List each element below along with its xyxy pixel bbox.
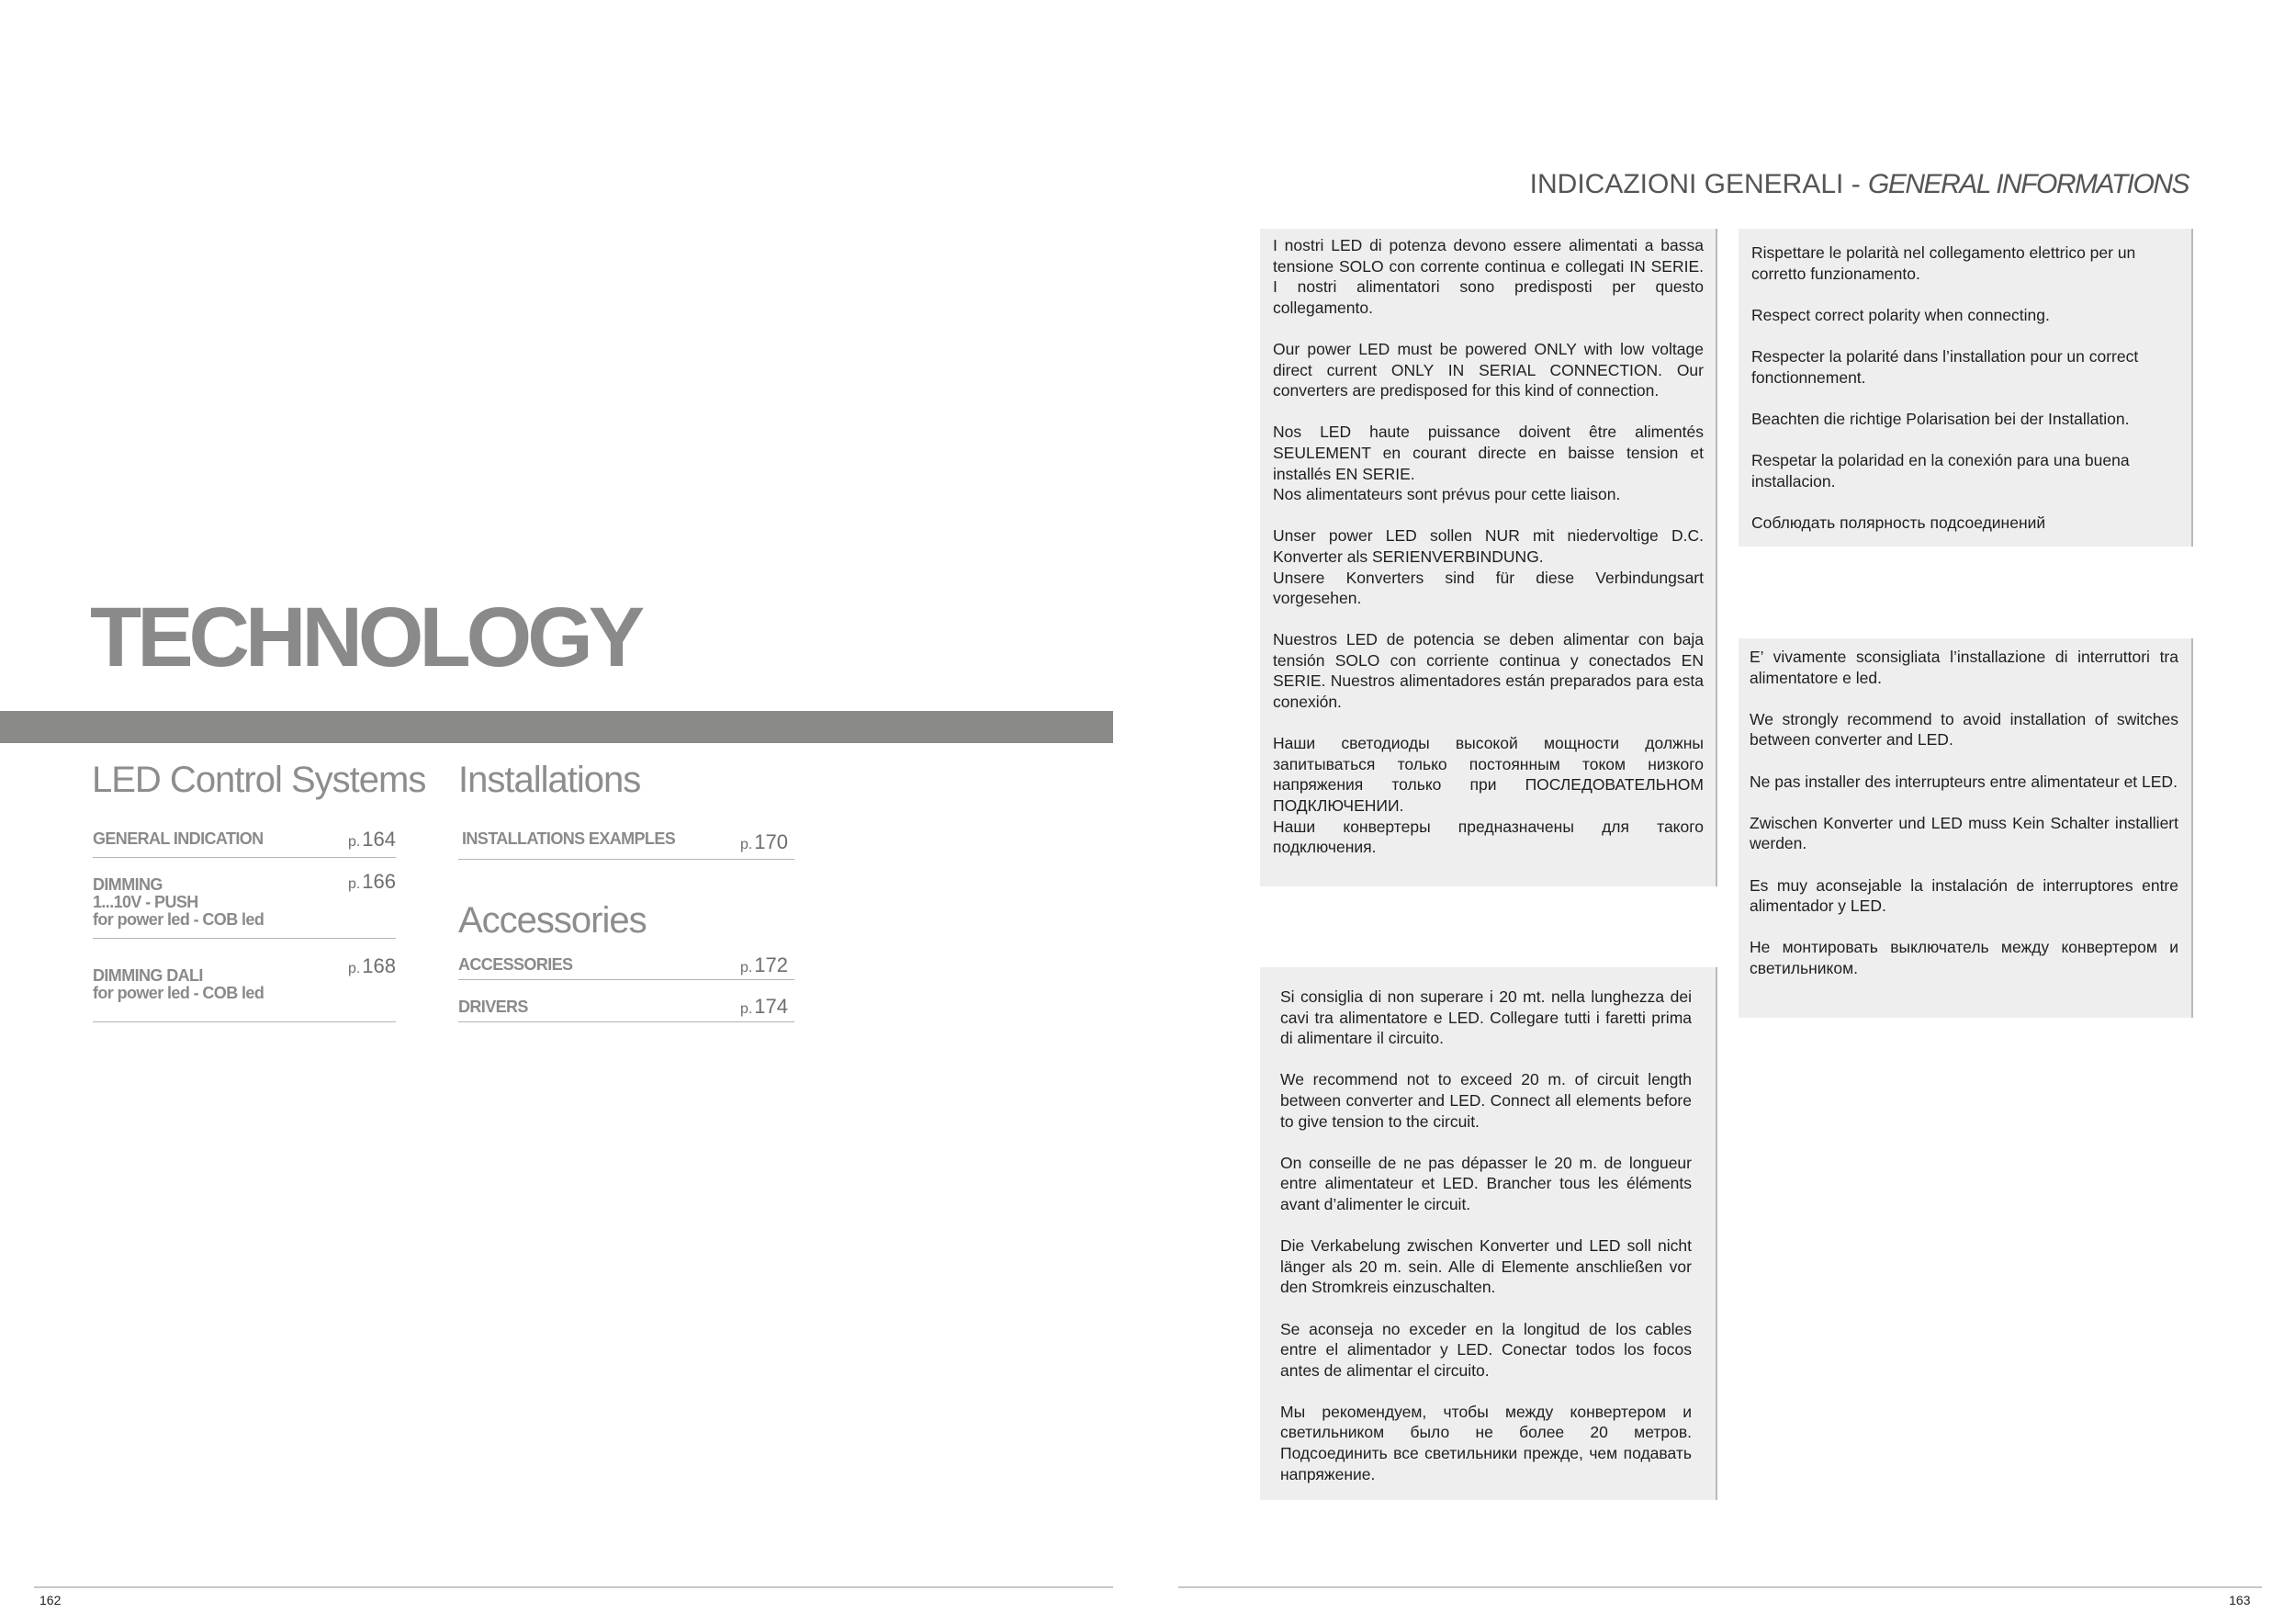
- toc-label: DIMMING DALI for power led - COB led: [93, 966, 264, 1002]
- toc-page-ref: p.174: [739, 995, 788, 1018]
- toc-item-accessories[interactable]: [458, 953, 794, 980]
- toc-item-dimming[interactable]: [93, 871, 396, 939]
- toc-page-ref: p.164: [347, 828, 396, 851]
- series-text-es: Nuestros LED de potencia se deben alimentar con baja tensión SOLO con corriente continua y conectados EN SERIE. Nuestros alimentadores están preparados para esta conexión.: [1273, 630, 1704, 712]
- page-number-right: 163: [2229, 1593, 2251, 1607]
- toc-page-ref: p.172: [739, 953, 788, 976]
- toc-label: DIMMING 1...10V - PUSH for power led - COB led: [93, 875, 264, 929]
- toc-page-ref: p.168: [347, 954, 396, 977]
- toc-item-dimming-dali[interactable]: [93, 953, 396, 1022]
- series-text-de: Unser power LED sollen NUR mit niedervoltige D.C. Konverter als SERIENVERBINDUNG. Unsere Konverters sind für diese Verbindungsart vorgesehen.: [1273, 526, 1704, 608]
- polarity-text-fr: Respecter la polarité dans l’installation pour un correct fonctionnement.: [1751, 346, 2139, 387]
- toc-label: ACCESSORIES: [458, 955, 573, 974]
- general-info-title: INDICAZIONI GENERALI - GENERAL INFORMATIONS: [1529, 169, 2189, 199]
- switches-text-es: Es muy aconsejable la instalación de interruptores entre alimentador y LED.: [1750, 875, 2178, 916]
- polarity-text-en: Respect correct polarity when connecting.: [1751, 305, 2050, 324]
- info-box-polarity: [1739, 229, 2193, 547]
- length-text-es: Se aconseja no exceder en la longitud de los cables entre el alimentador y LED. Conectar todos los focos antes de alimentar el circuito.: [1280, 1319, 1692, 1380]
- series-text-it: I nostri LED di potenza devono essere alimentati a bassa tensione SOLO con corrente continua e collegati IN SERIE. I nostri alimentatori sono predisposti per questo collegamento.: [1273, 236, 1704, 317]
- switches-text-fr: Ne pas installer des interrupteurs entre alimentateur et LED.: [1750, 772, 2178, 791]
- length-text-de: Die Verkabelung zwischen Konverter und LED soll nicht länger als 20 m. sein. Alle di Elemente anschließen vor den Stromkreis einzuschalten.: [1280, 1236, 1692, 1297]
- footer-line-right: [1178, 1586, 2262, 1588]
- technology-title: TECHNOLOGY: [90, 591, 641, 684]
- series-text-ru: Наши светодиоды высокой мощности должны запитываться только постоянным током низкого напряжения только при ПОСЛЕДОВАТЕЛЬНОМ ПОДКЛЮЧЕНИИ. Наши конвертеры предназначены для такого подключения.: [1273, 734, 1704, 857]
- switches-text-de: Zwischen Konverter und LED muss Kein Schalter installiert werden.: [1750, 813, 2178, 853]
- length-text-en: We recommend not to exceed 20 m. of circuit length between converter and LED. Connect all elements before to give tension to the circuit.: [1280, 1070, 1692, 1131]
- series-text-en: Our power LED must be powered ONLY with low voltage direct current ONLY IN SERIAL CONNECTION. Our converters are predisposed for this kind of connection.: [1273, 339, 1704, 400]
- led-control-systems-heading: LED Control Systems: [92, 760, 426, 800]
- polarity-text-de: Beachten die richtige Polarisation bei der Installation.: [1751, 409, 2130, 428]
- info-box-series-connection: [1260, 229, 1717, 886]
- polarity-text-es: Respetar la polaridad en la conexión para una buena installacion.: [1751, 450, 2130, 491]
- section-divider-bar: [0, 711, 1113, 743]
- installations-heading: Installations: [458, 760, 641, 800]
- toc-item-general-indication[interactable]: [93, 827, 396, 858]
- polarity-text-ru: Соблюдать полярность подсоединений: [1751, 513, 2046, 532]
- info-box-cable-length: [1260, 967, 1717, 1500]
- length-text-it: Si consiglia di non superare i 20 mt. nella lunghezza dei cavi tra alimentatore e LED. Collegare tutti i faretti prima di alimentare il circuito.: [1280, 987, 1692, 1048]
- toc-item-installations-examples[interactable]: [458, 828, 794, 860]
- toc-page-ref: p.170: [739, 830, 788, 853]
- info-box-switches: [1739, 638, 2193, 1018]
- footer-line-left: [34, 1586, 1113, 1588]
- length-text-fr: On conseille de ne pas dépasser le 20 m. de longueur entre alimentateur et LED. Brancher tous les éléments avant d’alimenter le circuit.: [1280, 1153, 1692, 1213]
- toc-label: DRIVERS: [458, 998, 528, 1016]
- toc-label: INSTALLATIONS EXAMPLES: [462, 829, 676, 848]
- toc-label: GENERAL INDICATION: [93, 829, 264, 848]
- toc-page-ref: p.166: [347, 870, 396, 893]
- series-text-fr: Nos LED haute puissance doivent être alimentés SEULEMENT en courant directe en baisse tension et installés EN SERIE. Nos alimentateurs sont prévus pour cette liaison.: [1273, 423, 1704, 504]
- page-number-left: 162: [39, 1593, 62, 1607]
- length-text-ru: Мы рекомендуем, чтобы между конвертером и светильником было не более 20 метров. Подсоединить все светильники прежде, чем подавать напряжение.: [1280, 1402, 1692, 1483]
- polarity-text-it: Rispettare le polarità nel collegamento elettrico per un corretto funzionamento.: [1751, 243, 2136, 283]
- switches-text-it: E’ vivamente sconsigliata l’installazione di interruttori tra alimentatore e led.: [1750, 648, 2178, 687]
- accessories-heading: Accessories: [458, 900, 647, 941]
- switches-text-ru: Не монтировать выключатель между конвертером и светильником.: [1750, 938, 2178, 977]
- toc-item-drivers[interactable]: [458, 995, 794, 1022]
- switches-text-en: We strongly recommend to avoid installation of switches between converter and LED.: [1750, 709, 2178, 750]
